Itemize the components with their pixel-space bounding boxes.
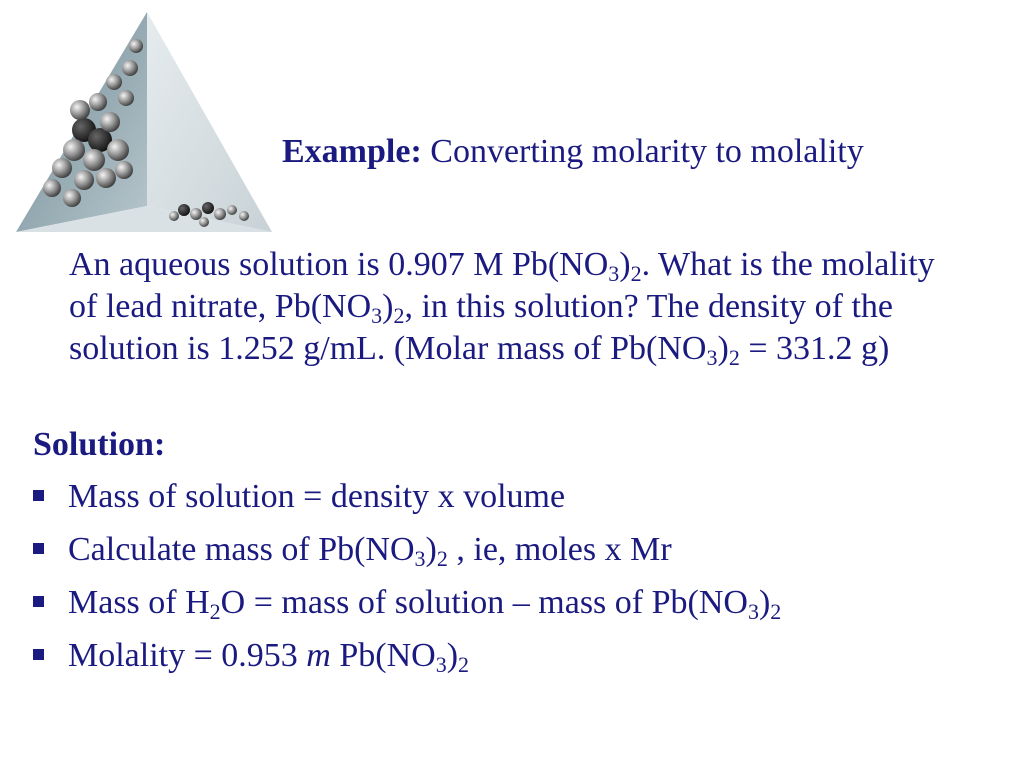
- problem-text-2: ): [619, 246, 631, 283]
- bullet-text: ): [758, 584, 771, 621]
- pyramid-molecule-logo: [14, 10, 276, 234]
- bullet-text: O = mass of solution – mass of Pb(NO: [220, 584, 748, 621]
- problem-sub-3: 3: [371, 303, 383, 328]
- problem-text-7: = 331.2 g): [739, 330, 890, 367]
- bullet-text: Pb(NO: [330, 637, 436, 674]
- square-bullet-icon: [33, 490, 44, 501]
- square-bullet-icon: [33, 596, 44, 607]
- problem-text-4: ): [382, 288, 394, 325]
- bullet-item: [33, 474, 565, 520]
- bullet-sub: 2: [436, 546, 448, 571]
- bullet-text: Mass of solution = density x volume: [68, 478, 566, 515]
- square-bullet-icon: [33, 649, 44, 660]
- bullet-sub: 2: [458, 652, 470, 677]
- problem-sub-2: 2: [630, 261, 642, 286]
- bullet-text: , ie, moles x Mr: [447, 531, 672, 568]
- problem-text-6: ): [717, 330, 729, 367]
- bullet-item: [33, 580, 781, 626]
- problem-sub-4: 2: [393, 303, 405, 328]
- bullet-text: Calculate mass of Pb(NO: [68, 531, 415, 568]
- problem-statement: [69, 244, 969, 370]
- bullet-sub: 2: [770, 599, 782, 624]
- problem-text-1: An aqueous solution is 0.907 M Pb(NO: [69, 246, 609, 283]
- bullet-sub: 3: [414, 546, 426, 571]
- slide-title: [282, 130, 864, 174]
- bullet-sub: 3: [747, 599, 759, 624]
- title-text: Converting molarity to molality: [430, 133, 864, 170]
- bullet-italic: m: [306, 637, 331, 674]
- bullet-item: [33, 633, 469, 679]
- solution-heading: Solution:: [33, 426, 166, 463]
- square-bullet-icon: [33, 543, 44, 554]
- title-prefix: Example:: [282, 133, 422, 170]
- bullet-text: Molality = 0.953: [68, 637, 307, 674]
- bullet-text: ): [446, 637, 459, 674]
- problem-sub-6: 2: [728, 345, 740, 370]
- problem-sub-1: 3: [608, 261, 620, 286]
- problem-sub-5: 3: [706, 345, 718, 370]
- bullet-sub: 3: [435, 652, 447, 677]
- problem-text-5: , in this solution? The density of the solution is 1.252 g/mL. (Molar mass of Pb(NO: [69, 288, 894, 367]
- problem-text-3: . What is the molality of lead nitrate, Pb(NO: [69, 246, 935, 325]
- bullet-item: [33, 527, 672, 573]
- bullet-text: ): [425, 531, 437, 568]
- bullet-sub: 2: [209, 599, 221, 624]
- bullet-text: Mass of H: [68, 584, 210, 621]
